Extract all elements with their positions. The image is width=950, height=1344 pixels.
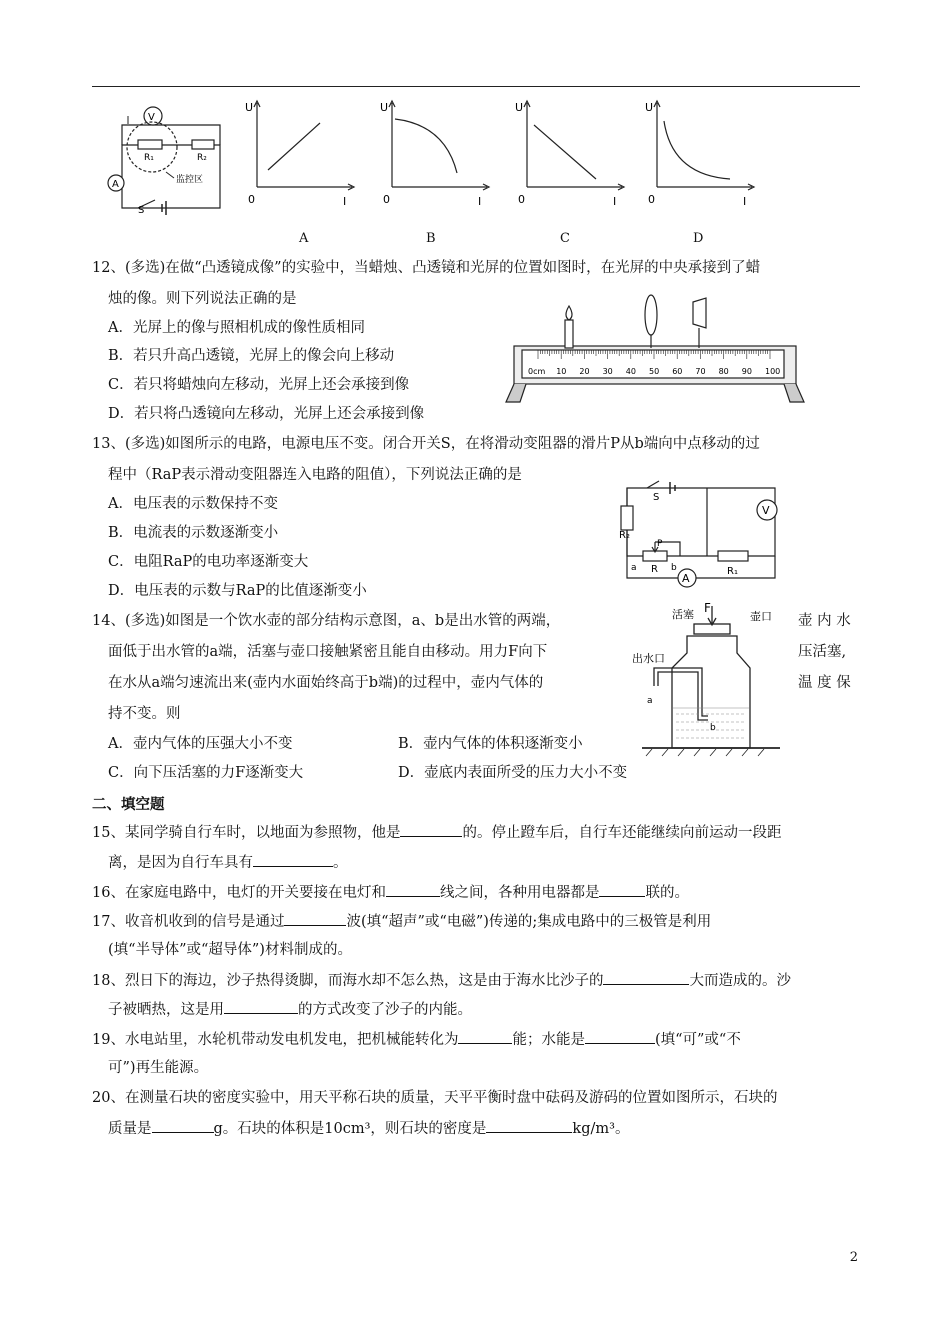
scale-label: 50 [649, 367, 660, 376]
graph-b-u-label: U [380, 101, 389, 114]
q13-option-d: D．电压表的示数与RaP的比值逐渐变小 [108, 583, 367, 599]
q17-line1: 17、收音机收到的信号是通过 波(填“超声”或“电磁”)传递的;集成电路中的三极管是利用 [92, 911, 711, 932]
scale-label: 10 [556, 367, 567, 376]
q15-line2: 离，是因为自行车具有 。 [108, 852, 348, 873]
circuit2-r2: R₂ [619, 530, 630, 541]
circuit1-r1: R₁ [144, 153, 154, 163]
q12-option-c: C．若只将蜡烛向左移动，光屏上还会承接到像 [108, 377, 410, 393]
circuit2-r: R [651, 564, 658, 575]
graph-a-u-label: U [245, 101, 254, 114]
circuit2-s: S [653, 492, 660, 503]
header-rule [92, 86, 860, 87]
option-label-b: B [426, 231, 436, 246]
graph-a-i-label: I [343, 195, 347, 208]
graph-a [240, 95, 360, 210]
q17-blank-1[interactable] [284, 911, 346, 926]
q13-option-c: C．电阻RaP的电功率逐渐变大 [108, 554, 309, 570]
graph-d-origin: 0 [648, 193, 655, 206]
q13-line2: 程中（RaP表示滑动变阻器连入电路的阻值），下列说法正确的是 [108, 467, 522, 483]
q13-option-a: A．电压表的示数保持不变 [108, 496, 278, 512]
page-number: 2 [849, 1250, 858, 1265]
circuit-diagram-1 [100, 100, 235, 220]
kettle-f: F [704, 601, 711, 615]
q15-line1: 15、某同学骑自行车时，以地面为参照物，他是 的。停止蹬车后，自行车还能继续向前运动一段距 [92, 822, 781, 843]
graph-b-origin: 0 [383, 193, 390, 206]
q12-option-b: B．若只升高凸透镜，光屏上的像会向上移动 [108, 348, 395, 364]
circuit1-v: V [148, 112, 155, 123]
q14-line2: 面低于出水管的a端，活塞与壶口接触紧密且能自由移动。用力F向下 [108, 644, 548, 660]
q18-blank-2[interactable] [224, 999, 298, 1014]
scale-label: 20 [579, 367, 590, 376]
q16-blank-1[interactable] [386, 882, 440, 897]
circuit1-a: A [112, 179, 119, 190]
circuit1-zone: 监控区 [176, 175, 204, 185]
kettle-a: a [647, 696, 653, 706]
option-label-a: A [299, 231, 309, 246]
q14-line3: 在水从a端匀速流出来(壶内水面始终高于b端)的过程中，壶内气体的 [108, 675, 544, 691]
circuit-diagram-2 [615, 478, 785, 593]
q19-line1: 19、水电站里，水轮机带动发电机发电，把机械能转化为 能；水能是 (填“可”或“不 [92, 1029, 741, 1050]
graph-d-i-label: I [743, 195, 747, 208]
q12-line2: 烛的像。则下列说法正确的是 [108, 291, 297, 307]
q13-line1: 13、(多选)如图所示的电路，电源电压不变。闭合开关S，在将滑动变阻器的滑片P从b端向中点移动的过 [92, 436, 760, 452]
scale-label: 80 [718, 367, 729, 376]
q14-option-b: B．壶内气体的体积逐渐变小 [398, 736, 583, 752]
kettle-huosai: 活塞 [672, 608, 694, 621]
q14-line1: 14、(多选)如图是一个饮水壶的部分结构示意图，a、b是出水管的两端， [92, 613, 561, 629]
q14-line1-right: 壶 内 水 [798, 613, 851, 629]
q14-option-c: C．向下压活塞的力F逐渐变大 [108, 765, 304, 781]
q13-option-b: B．电流表的示数逐渐变小 [108, 525, 279, 541]
graph-b [375, 95, 495, 210]
scale-label: 30 [602, 367, 613, 376]
graph-c [510, 95, 630, 210]
circuit2-r1: R₁ [727, 566, 738, 577]
circuit1-r2: R₂ [197, 153, 207, 163]
graph-d [640, 95, 760, 210]
section-fill-in: 二、填空题 [92, 797, 165, 813]
kettle-figure [632, 598, 792, 758]
q15-blank-1[interactable] [400, 822, 462, 837]
q18-blank-1[interactable] [603, 970, 689, 985]
q16-line1: 16、在家庭电路中，电灯的开关要接在电灯和 线之间，各种用电器都是 联的。 [92, 882, 689, 903]
q18-line2: 子被晒热，这是用 的方式改变了沙子的内能。 [108, 999, 472, 1020]
q16-blank-2[interactable] [599, 882, 645, 897]
circuit2-am: A [682, 572, 690, 585]
q12-option-a: A．光屏上的像与照相机成的像性质相同 [108, 320, 365, 336]
q14-option-a: A．壶内气体的压强大小不变 [108, 736, 293, 752]
scale-label: 0cm [528, 367, 546, 376]
scale-label: 70 [695, 367, 706, 376]
scale-label: 90 [741, 367, 752, 376]
graph-c-i-label: I [613, 195, 617, 208]
scale-label: 40 [625, 367, 636, 376]
q14-line3-right: 温 度 保 [798, 675, 851, 691]
scale-label: 60 [672, 367, 683, 376]
q20-line2: 质量是 g。石块的体积是10cm³，则石块的密度是 kg/m³。 [108, 1118, 629, 1139]
circuit2-b: b [671, 563, 677, 573]
q14-option-d: D．壶底内表面所受的压力大小不变 [398, 765, 628, 781]
q17-line2: (填“半导体”或“超导体”)材料制成的。 [108, 942, 352, 958]
q14-line2-right: 压活塞, [798, 644, 847, 660]
circuit2-p: P [657, 539, 663, 549]
circuit2-a: a [631, 563, 637, 573]
circuit2-v: V [762, 504, 770, 517]
circuit1-s: S [138, 205, 145, 216]
q18-line1: 18、烈日下的海边，沙子热得烫脚，而海水却不怎么热，这是由于海水比沙子的 大而造成的。沙 [92, 970, 791, 991]
q12-option-d: D．若只将凸透镜向左移动，光屏上还会承接到像 [108, 406, 425, 422]
q20-blank-1[interactable] [152, 1118, 214, 1133]
q14-line4: 持不变。则 [108, 706, 181, 722]
graph-d-u-label: U [645, 101, 654, 114]
q20-line1: 20、在测量石块的密度实验中，用天平称石块的质量，天平平衡时盘中砝码及游码的位置如图所示，石块的 [92, 1090, 778, 1106]
q20-blank-2[interactable] [486, 1118, 572, 1133]
graph-b-i-label: I [478, 195, 482, 208]
graph-c-origin: 0 [518, 193, 525, 206]
kettle-b: b [710, 723, 716, 733]
scale-label: 100 [765, 367, 781, 376]
q12-line1: 12、(多选)在做“凸透镜成像”的实验中，当蜡烛、凸透镜和光屏的位置如图时，在光屏的中央承接到了蜡 [92, 260, 761, 276]
kettle-hukou: 壶口 [750, 610, 772, 623]
option-label-d: D [693, 231, 704, 246]
q19-blank-2[interactable] [585, 1029, 655, 1044]
graph-c-u-label: U [515, 101, 524, 114]
kettle-chushuikou: 出水口 [632, 652, 665, 665]
graph-a-origin: 0 [248, 193, 255, 206]
q15-blank-2[interactable] [253, 852, 333, 867]
q19-line2: 可”)再生能源。 [108, 1060, 209, 1076]
optical-bench-figure [500, 290, 805, 408]
q19-blank-1[interactable] [458, 1029, 512, 1044]
option-label-c: C [560, 231, 570, 246]
